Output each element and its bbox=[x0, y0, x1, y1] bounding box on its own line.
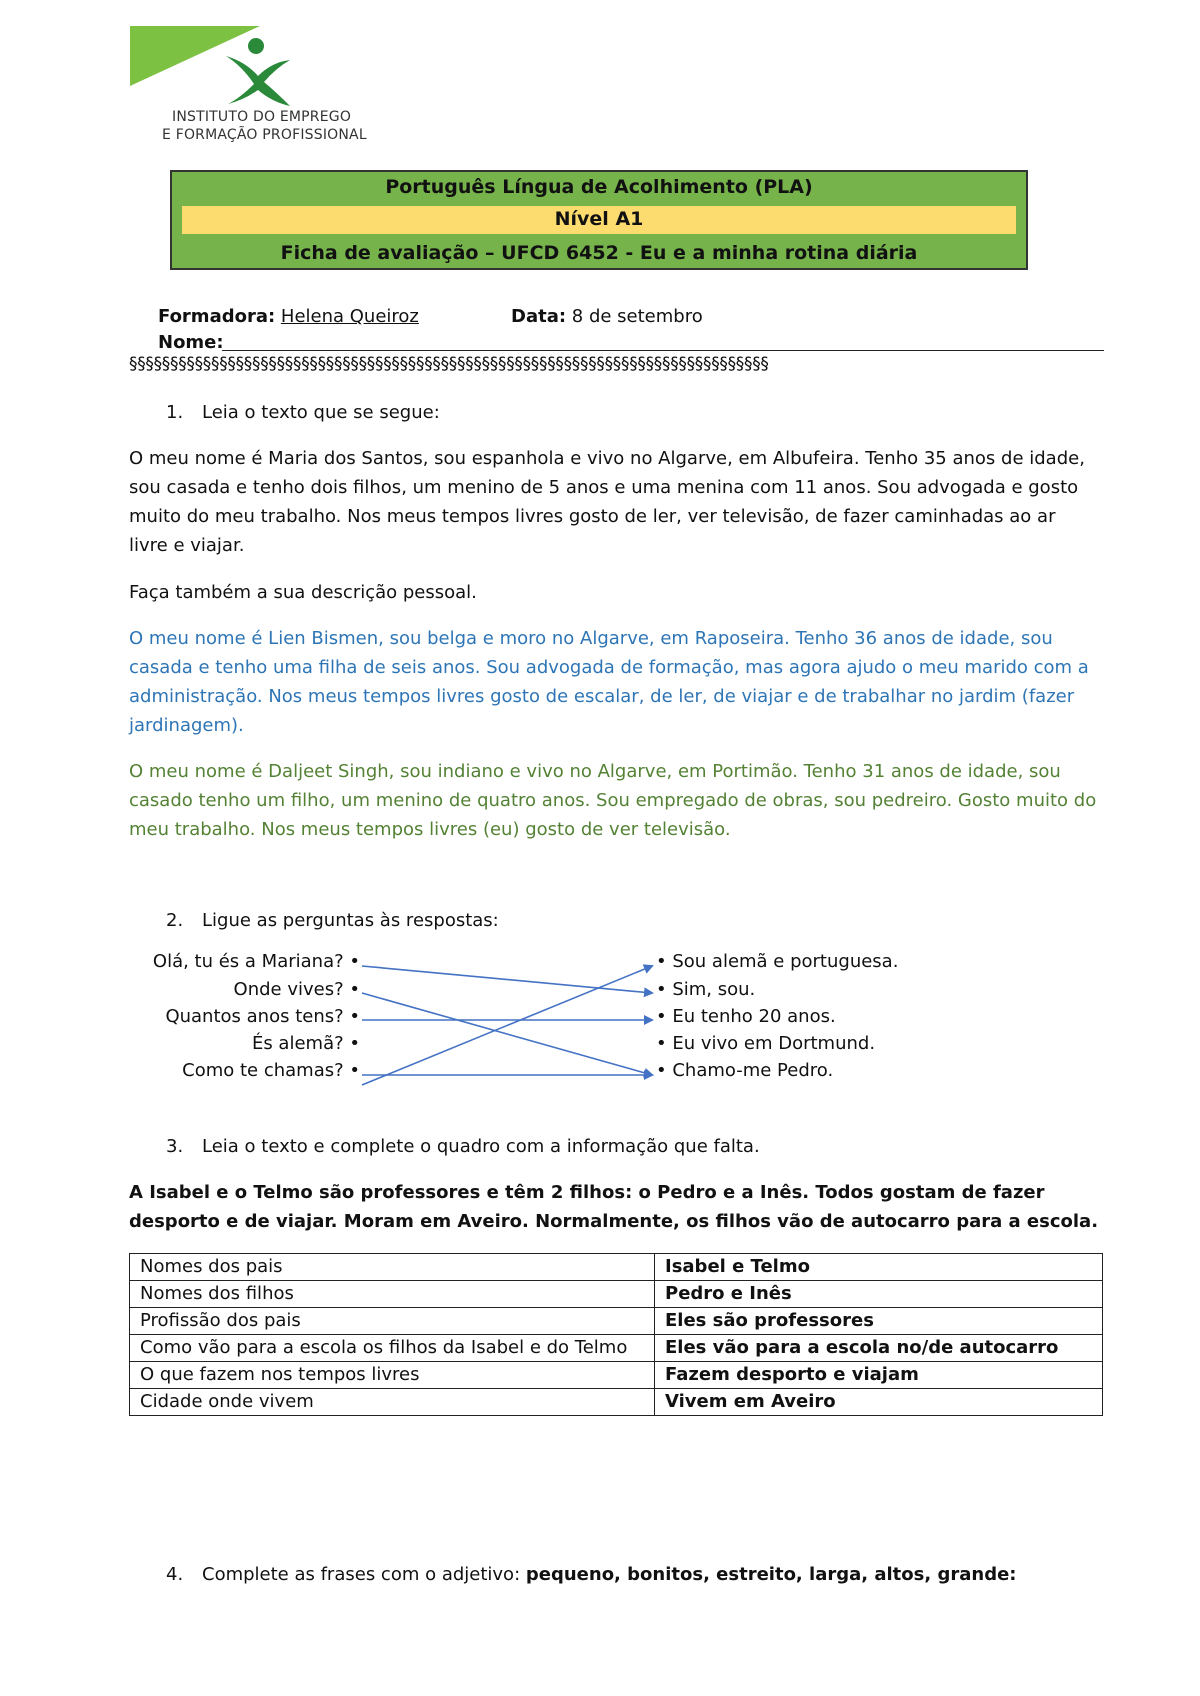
ex3-number: 3. bbox=[166, 1136, 184, 1157]
ex2-instruction: Ligue as perguntas às respostas: bbox=[202, 910, 499, 931]
name-input-line[interactable] bbox=[222, 350, 1104, 351]
logo-figure bbox=[226, 56, 290, 106]
table-cell-label: Como vão para a escola os filhos da Isabel e do Telmo bbox=[130, 1335, 655, 1362]
ex1-prompt: Faça também a sua descrição pessoal. bbox=[129, 582, 477, 603]
table-row bbox=[130, 1362, 1103, 1389]
table-row bbox=[130, 1308, 1103, 1335]
ex4-instruction-start: Complete as frases com o adjetivo: bbox=[202, 1564, 521, 1585]
table-cell-label: Nomes dos filhos bbox=[130, 1281, 655, 1308]
table-row bbox=[130, 1254, 1103, 1281]
name-label: Nome: bbox=[158, 332, 224, 353]
trainer-row bbox=[158, 302, 419, 331]
table-cell-answer[interactable]: Eles vão para a escola no/de autocarro bbox=[655, 1335, 1103, 1362]
info-table bbox=[129, 1253, 1103, 1416]
ex1-instruction: Leia o texto que se segue: bbox=[202, 402, 440, 423]
table-cell-label: Cidade onde vivem bbox=[130, 1389, 655, 1416]
header-title: Português Língua de Acolhimento (PLA) bbox=[385, 176, 813, 198]
match-arrow bbox=[362, 993, 652, 1075]
ex1-number: 1. bbox=[166, 402, 184, 423]
ex2-question: Onde vives? • bbox=[233, 979, 360, 1000]
ex2-answer: • Sim, sou. bbox=[656, 979, 756, 1000]
ex3-text: A Isabel e o Telmo são professores e têm 2 filhos: o Pedro e a Inês. Todos gostam de fazer desporto e de viajar. Moram em Aveiro. Normalmente, os filhos vão de autocarro para a escola. bbox=[129, 1182, 1099, 1232]
table-row bbox=[130, 1389, 1103, 1416]
logo-text bbox=[162, 108, 367, 144]
date-row bbox=[511, 302, 703, 331]
ex2-question: Olá, tu és a Mariana? • bbox=[152, 951, 360, 972]
header-level: Nível A1 bbox=[554, 208, 644, 230]
logo-line-1: INSTITUTO DO EMPREGO bbox=[172, 109, 352, 125]
ex4-adjectives: pequeno, bonitos, estreito, larga, altos, grande: bbox=[525, 1564, 1017, 1585]
ex2-answer: • Eu tenho 20 anos. bbox=[656, 1006, 836, 1027]
table-row bbox=[130, 1281, 1103, 1308]
table-row bbox=[130, 1335, 1103, 1362]
date-value: 8 de setembro bbox=[571, 306, 703, 327]
ex1-text: O meu nome é Maria dos Santos, sou espanhola e vivo no Algarve, em Albufeira. Tenho 35 anos de idade, sou casada e tenho dois filhos, um menino de 5 anos e uma menina com 11 anos. Sou advogada e gosto muito do meu trabalho. Nos meus tempos livres gosto de ler, ver televisão, de fazer caminhadas ao ar livre e viajar. bbox=[129, 448, 1085, 556]
header-subtitle: Ficha de avaliação – UFCD 6452 - Eu e a minha rotina diária bbox=[280, 242, 918, 264]
logo-green-triangle bbox=[130, 26, 260, 86]
ex2-question: Quantos anos tens? • bbox=[165, 1006, 360, 1027]
ex2-number: 2. bbox=[166, 910, 184, 931]
match-arrow bbox=[362, 966, 652, 993]
separator-line: §§§§§§§§§§§§§§§§§§§§§§§§§§§§§§§§§§§§§§§§§§§§§§§§§§§§§§§§§§§§§§§§§§§§§§§§§§§§§§ bbox=[129, 354, 769, 374]
table-cell-answer[interactable]: Eles são professores bbox=[655, 1308, 1103, 1335]
ex4-instruction bbox=[202, 1560, 1017, 1589]
table-cell-answer[interactable]: Vivem em Aveiro bbox=[655, 1389, 1103, 1416]
ex2-answer: • Sou alemã e portuguesa. bbox=[656, 951, 899, 972]
date-label: Data: bbox=[511, 306, 567, 327]
ex3-instruction: Leia o texto e complete o quadro com a informação que falta. bbox=[202, 1136, 760, 1157]
logo-line-2: E FORMAÇÃO PROFISSIONAL bbox=[162, 127, 367, 143]
table-cell-answer[interactable]: Fazem desporto e viajam bbox=[655, 1362, 1103, 1389]
ex1-answer-green: O meu nome é Daljeet Singh, sou indiano e vivo no Algarve, em Portimão. Tenho 31 anos de idade, sou casado tenho um filho, um menino de quatro anos. Sou empregado de obras, sou pedreiro. Gosto muito do meu trabalho. Nos meus tempos livres (eu) gosto de ver televisão. bbox=[129, 761, 1097, 840]
trainer-name: Helena Queiroz bbox=[280, 306, 419, 327]
ex2-question: Como te chamas? • bbox=[182, 1060, 360, 1081]
trainer-label: Formadora: bbox=[158, 306, 276, 327]
table-cell-label: Nomes dos pais bbox=[130, 1254, 655, 1281]
header-box bbox=[170, 170, 1028, 270]
ex2-answer: • Chamo-me Pedro. bbox=[656, 1060, 834, 1081]
logo-head bbox=[248, 38, 264, 54]
ex2-question: És alemã? • bbox=[251, 1033, 360, 1054]
table-cell-label: O que fazem nos tempos livres bbox=[130, 1362, 655, 1389]
match-arrow bbox=[362, 966, 652, 1085]
table-cell-answer[interactable]: Isabel e Telmo bbox=[655, 1254, 1103, 1281]
table-cell-label: Profissão dos pais bbox=[130, 1308, 655, 1335]
ex1-answer-blue: O meu nome é Lien Bismen, sou belga e moro no Algarve, em Raposeira. Tenho 36 anos de idade, sou casada e tenho uma filha de seis anos. Sou advogada de formação, mas agora ajudo o meu marido com a administração. Nos meus tempos livres gosto de escalar, de ler, de viajar e de trabalhar no jardim (fazer jardinagem). bbox=[129, 628, 1089, 736]
ex2-answer: • Eu vivo em Dortmund. bbox=[656, 1033, 876, 1054]
ex4-number: 4. bbox=[166, 1564, 184, 1585]
table-cell-answer[interactable]: Pedro e Inês bbox=[655, 1281, 1103, 1308]
